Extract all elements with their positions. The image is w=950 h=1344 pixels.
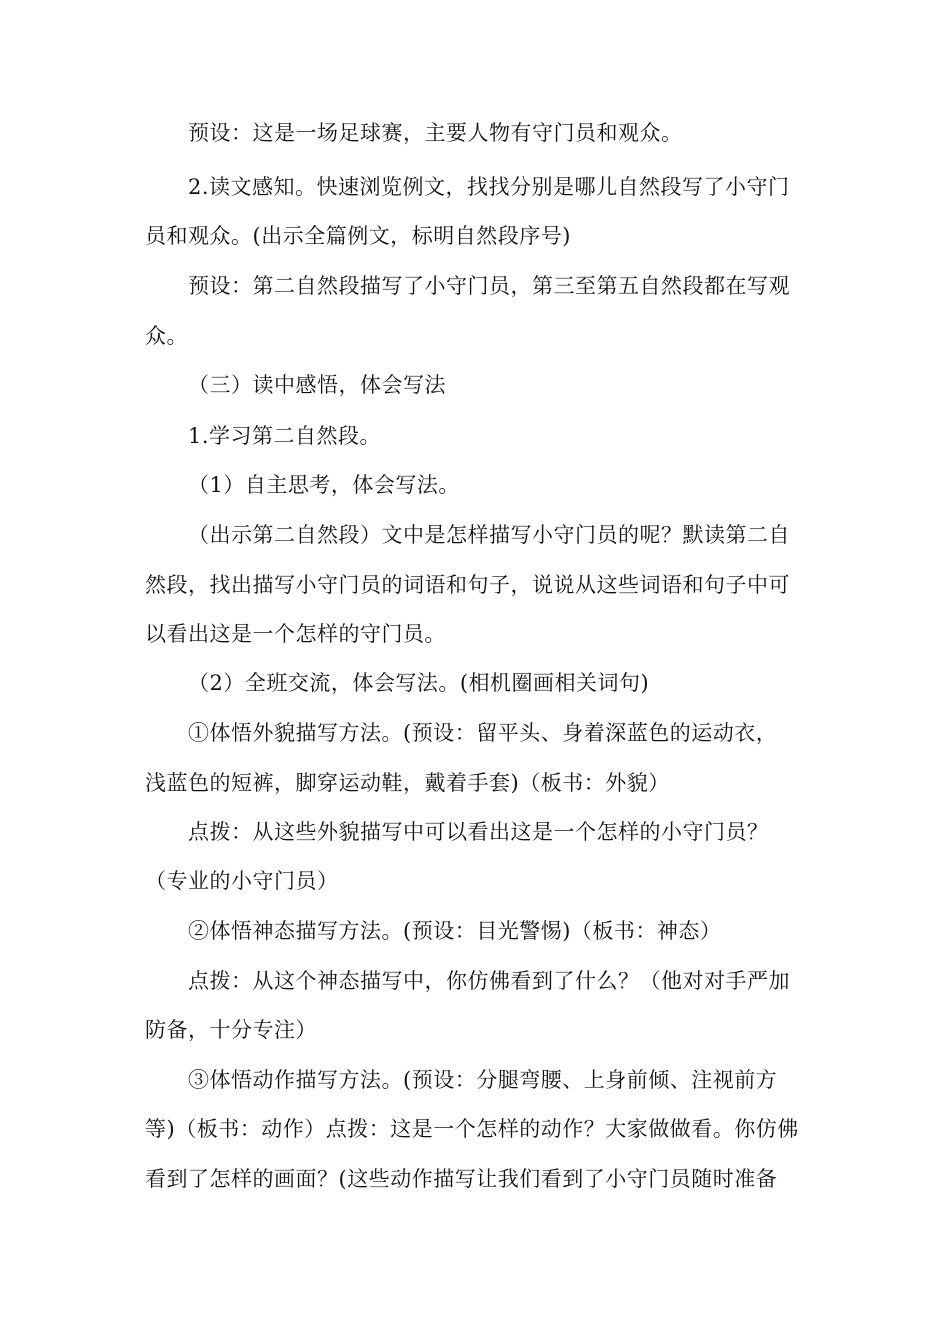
paragraph-line: 预设：第二自然段描写了小守门员，第三至第五自然段都在写观 [188,274,790,298]
paragraph-line: 防备，十分专注） [145,1018,317,1042]
paragraph-line: ①体悟外貌描写方法。(预设：留平头、身着深蓝色的运动衣， [188,721,778,745]
paragraph-line: 以看出这是一个怎样的守门员。 [145,622,446,646]
paragraph-line: 2.读文感知。快速浏览例文，找找分别是哪儿自然段写了小守门 [188,175,790,199]
paragraph-line: 点拨：从这些外貌描写中可以看出这是一个怎样的小守门员？ [188,820,769,844]
paragraph-line: （出示第二自然段）文中是怎样描写小守门员的呢？默读第二自 [188,523,790,547]
paragraph-line: 然段，找出描写小守门员的词语和句子，说说从这些词语和句子中可 [145,573,790,597]
paragraph-line: ③体悟动作描写方法。(预设：分腿弯腰、上身前倾、注视前方 [188,1068,778,1092]
paragraph-line: 预设：这是一场足球赛，主要人物有守门员和观众。 [188,121,683,145]
paragraph-line: 1.学习第二自然段。 [188,424,382,448]
paragraph-line: ②体悟神态描写方法。(预设：目光警惕)（板书：神态） [188,919,722,943]
paragraph-line: 员和观众。(出示全篇例文，标明自然段序号) [145,224,571,248]
paragraph-line: （1）自主思考，体会写法。 [188,473,460,497]
paragraph-line: （2）全班交流，体会写法。(相机圈画相关词句) [188,671,650,695]
paragraph-line: 等)（板书：动作）点拨：这是一个怎样的动作？大家做做看。你仿佛 [145,1117,799,1141]
paragraph-line: 浅蓝色的短裤，脚穿运动鞋，戴着手套)（板书：外貌） [145,771,670,795]
paragraph-line: 点拨：从这个神态描写中，你仿佛看到了什么？（他对对手严加 [188,969,790,993]
paragraph-line: （专业的小守门员） [145,869,339,893]
paragraph-line: 众。 [145,324,188,348]
section-heading: （三）读中感悟，体会写法 [188,373,446,397]
paragraph-line: 看到了怎样的画面？(这些动作描写让我们看到了小守门员随时准备 [145,1167,778,1191]
